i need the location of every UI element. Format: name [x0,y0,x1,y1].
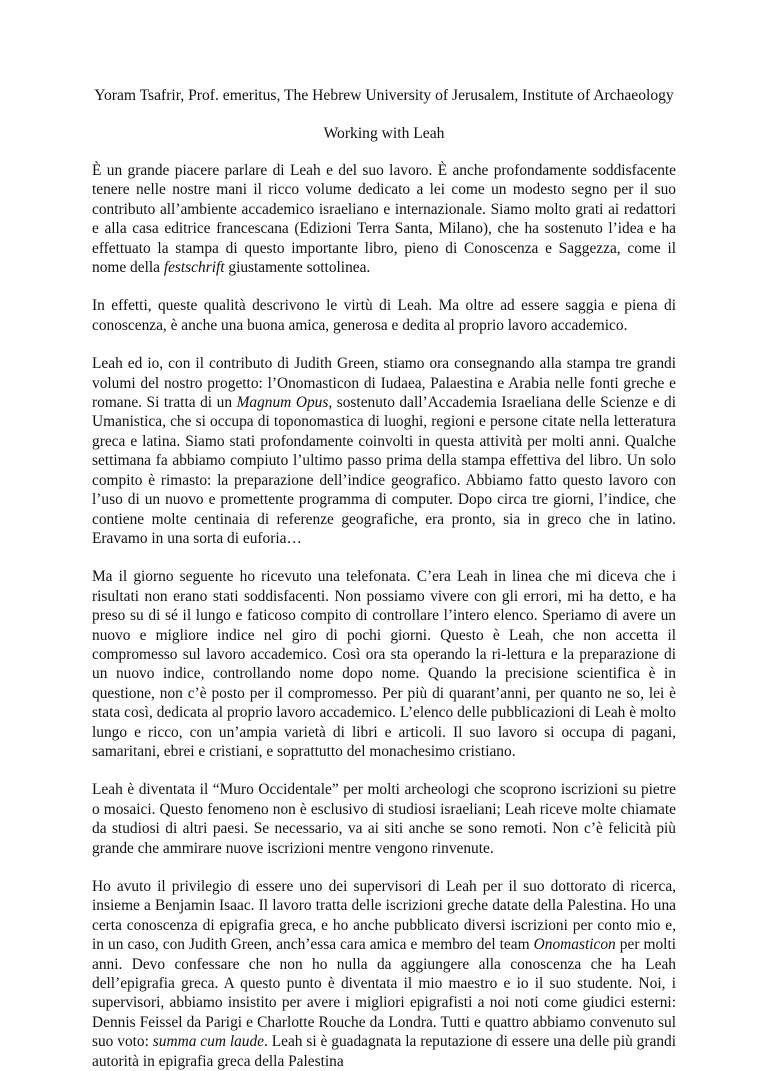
paragraph-1-italic-festschrift: festschrift [163,259,225,277]
paragraph-1-text-b: giustamente sottolinea. [224,259,371,277]
paragraph-3-text-b: , sostenuto dall’Accademia Israeliana delle Scienze e di Umanistica, che si occupa di toponomastica di luoghi, regioni e persone citate nella letteratura greca e latina. Siamo stati profondamente coinvolti in questa attività per molti anni. Qualche settimana fa abbiamo compiuto l’ultimo passo prima della stampa effettiva del libro. Un solo compito è rimasto: la preparazione dell’indice geografico. Abbiamo fatto questo lavoro con l’uso di un nuovo e promettente programma di computer. Dopo circa tre giorni, l’indice, che contiene molte centinaia di referenze geografiche, era pronto, sia in greco che in latino. Eravamo in una sorta di euforia… [92,394,676,547]
paragraph-6-italic-onomasticon: Onomasticon [533,936,616,954]
paragraph-6-text-a: Ho avuto il privilegio di essere uno dei supervisori di Leah per il suo dottorato di ricerca, insieme a Benjamin Isaac. Il lavoro tratta delle iscrizioni greche datate della Palestina. Ho una certa conoscenza di epigrafia greca, e ho anche pubblicato diversi iscrizioni per conto mio e, in un caso, con Judith Green, anch’essa cara amica e membro del team [92,878,676,954]
author-affiliation-heading: Yoram Tsafrir, Prof. emeritus, The Hebrew University of Jerusalem, Institute of Archaeology [94,87,674,104]
paragraph-1 [92,161,676,277]
paragraph-6-text-b: per molti anni. Devo confessare che non ho nulla da aggiungere alla conoscenza che ha Leah dell’epigrafia greca. A questo punto è diventata il mio maestro e io il suo studente. Noi, i supervisori, abbiamo insistito per avere i migliori epigrafisti a noi noti come giudici esterni: Dennis Feissel da Parigi e Charlotte Rouche da Londra. Tutti e quattro abbiamo convenuto sul suo voto: [92,936,676,1051]
document-title: Working with Leah [323,125,445,142]
paragraph-1-text-a: È un grande piacere parlare di Leah e del suo lavoro. È anche profondamente soddisfacente tenere nelle nostre mani il ricco volume dedicato a lei come un modesto segno per il suo contributo all’ambiente accademico israeliano e internazionale. Siamo molto grati ai redattori e alla casa editrice francescana (Edizioni Terra Santa, Milano), che ha sostenuto l’idea e ha effettuato la stampa di questo importante libro, pieno di Conoscenza e Saggezza, come il nome della [92,162,676,277]
paragraph-3 [92,354,676,548]
paragraph-4: Ma il giorno seguente ho ricevuto una telefonata. C’era Leah in linea che mi diceva che i risultati non erano stati soddisfacenti. Non possiamo vivere con gli errori, mi ha detto, e ha preso su di sé il lungo e faticoso compito di controllare l’intero elenco. Speriamo di avere un nuovo e migliore indice nel giro di pochi giorni. Questo è Leah, che non accetta il compromesso sul lavoro accademico. Così ora sta operando la ri-lettura e la preparazione di un nuovo indice, controllando nome dopo nome. Quando la precisione scientifica è in questione, non c’è posto per il compromesso. Per più di quarant’anni, per quanto ne so, lei è stata così, dedicata al proprio lavoro accademico. L’elenco delle pubblicazioni di Leah è molto lungo e ricco, con un’ampia varietà di libri e articoli. Il suo lavoro si occupa di pagani, samaritani, ebrei e cristiani, e soprattutto del monachesimo cristiano. [92,568,676,760]
paragraph-6-italic-summa-cum-laude: summa cum laude [152,1033,265,1051]
paragraph-3-italic-magnum-opus: Magnum Opus [236,394,329,412]
paragraph-5: Leah è diventata il “Muro Occidentale” per molti archeologi che scoprono iscrizioni su pietre o mosaici. Questo fenomeno non è esclusivo di studiosi israeliani; Leah riceve molte chiamate da studiosi di altri paesi. Se necessario, va ai siti anche se sono remoti. Non c’è felicità più grande che ammirare nuove iscrizioni mentre vengono rinvenute. [92,781,676,857]
paragraph-6 [92,877,676,1071]
paragraph-6-text-c: . Leah si è guadagnata la reputazione di essere una delle più grandi autorità in epigrafia greca della Palestina [92,1033,676,1070]
paragraph-2: In effetti, queste qualità descrivono le virtù di Leah. Ma oltre ad essere saggia e piena di conoscenza, è anche una buona amica, generosa e dedita al proprio lavoro accademico. [92,297,676,334]
paragraph-3-text-a: Leah ed io, con il contributo di Judith Green, stiamo ora consegnando alla stampa tre grandi volumi del nostro progetto: l’Onomasticon di Iudaea, Palaestina e Arabia nelle fonti greche e romane. Si tratta di un [92,355,676,412]
